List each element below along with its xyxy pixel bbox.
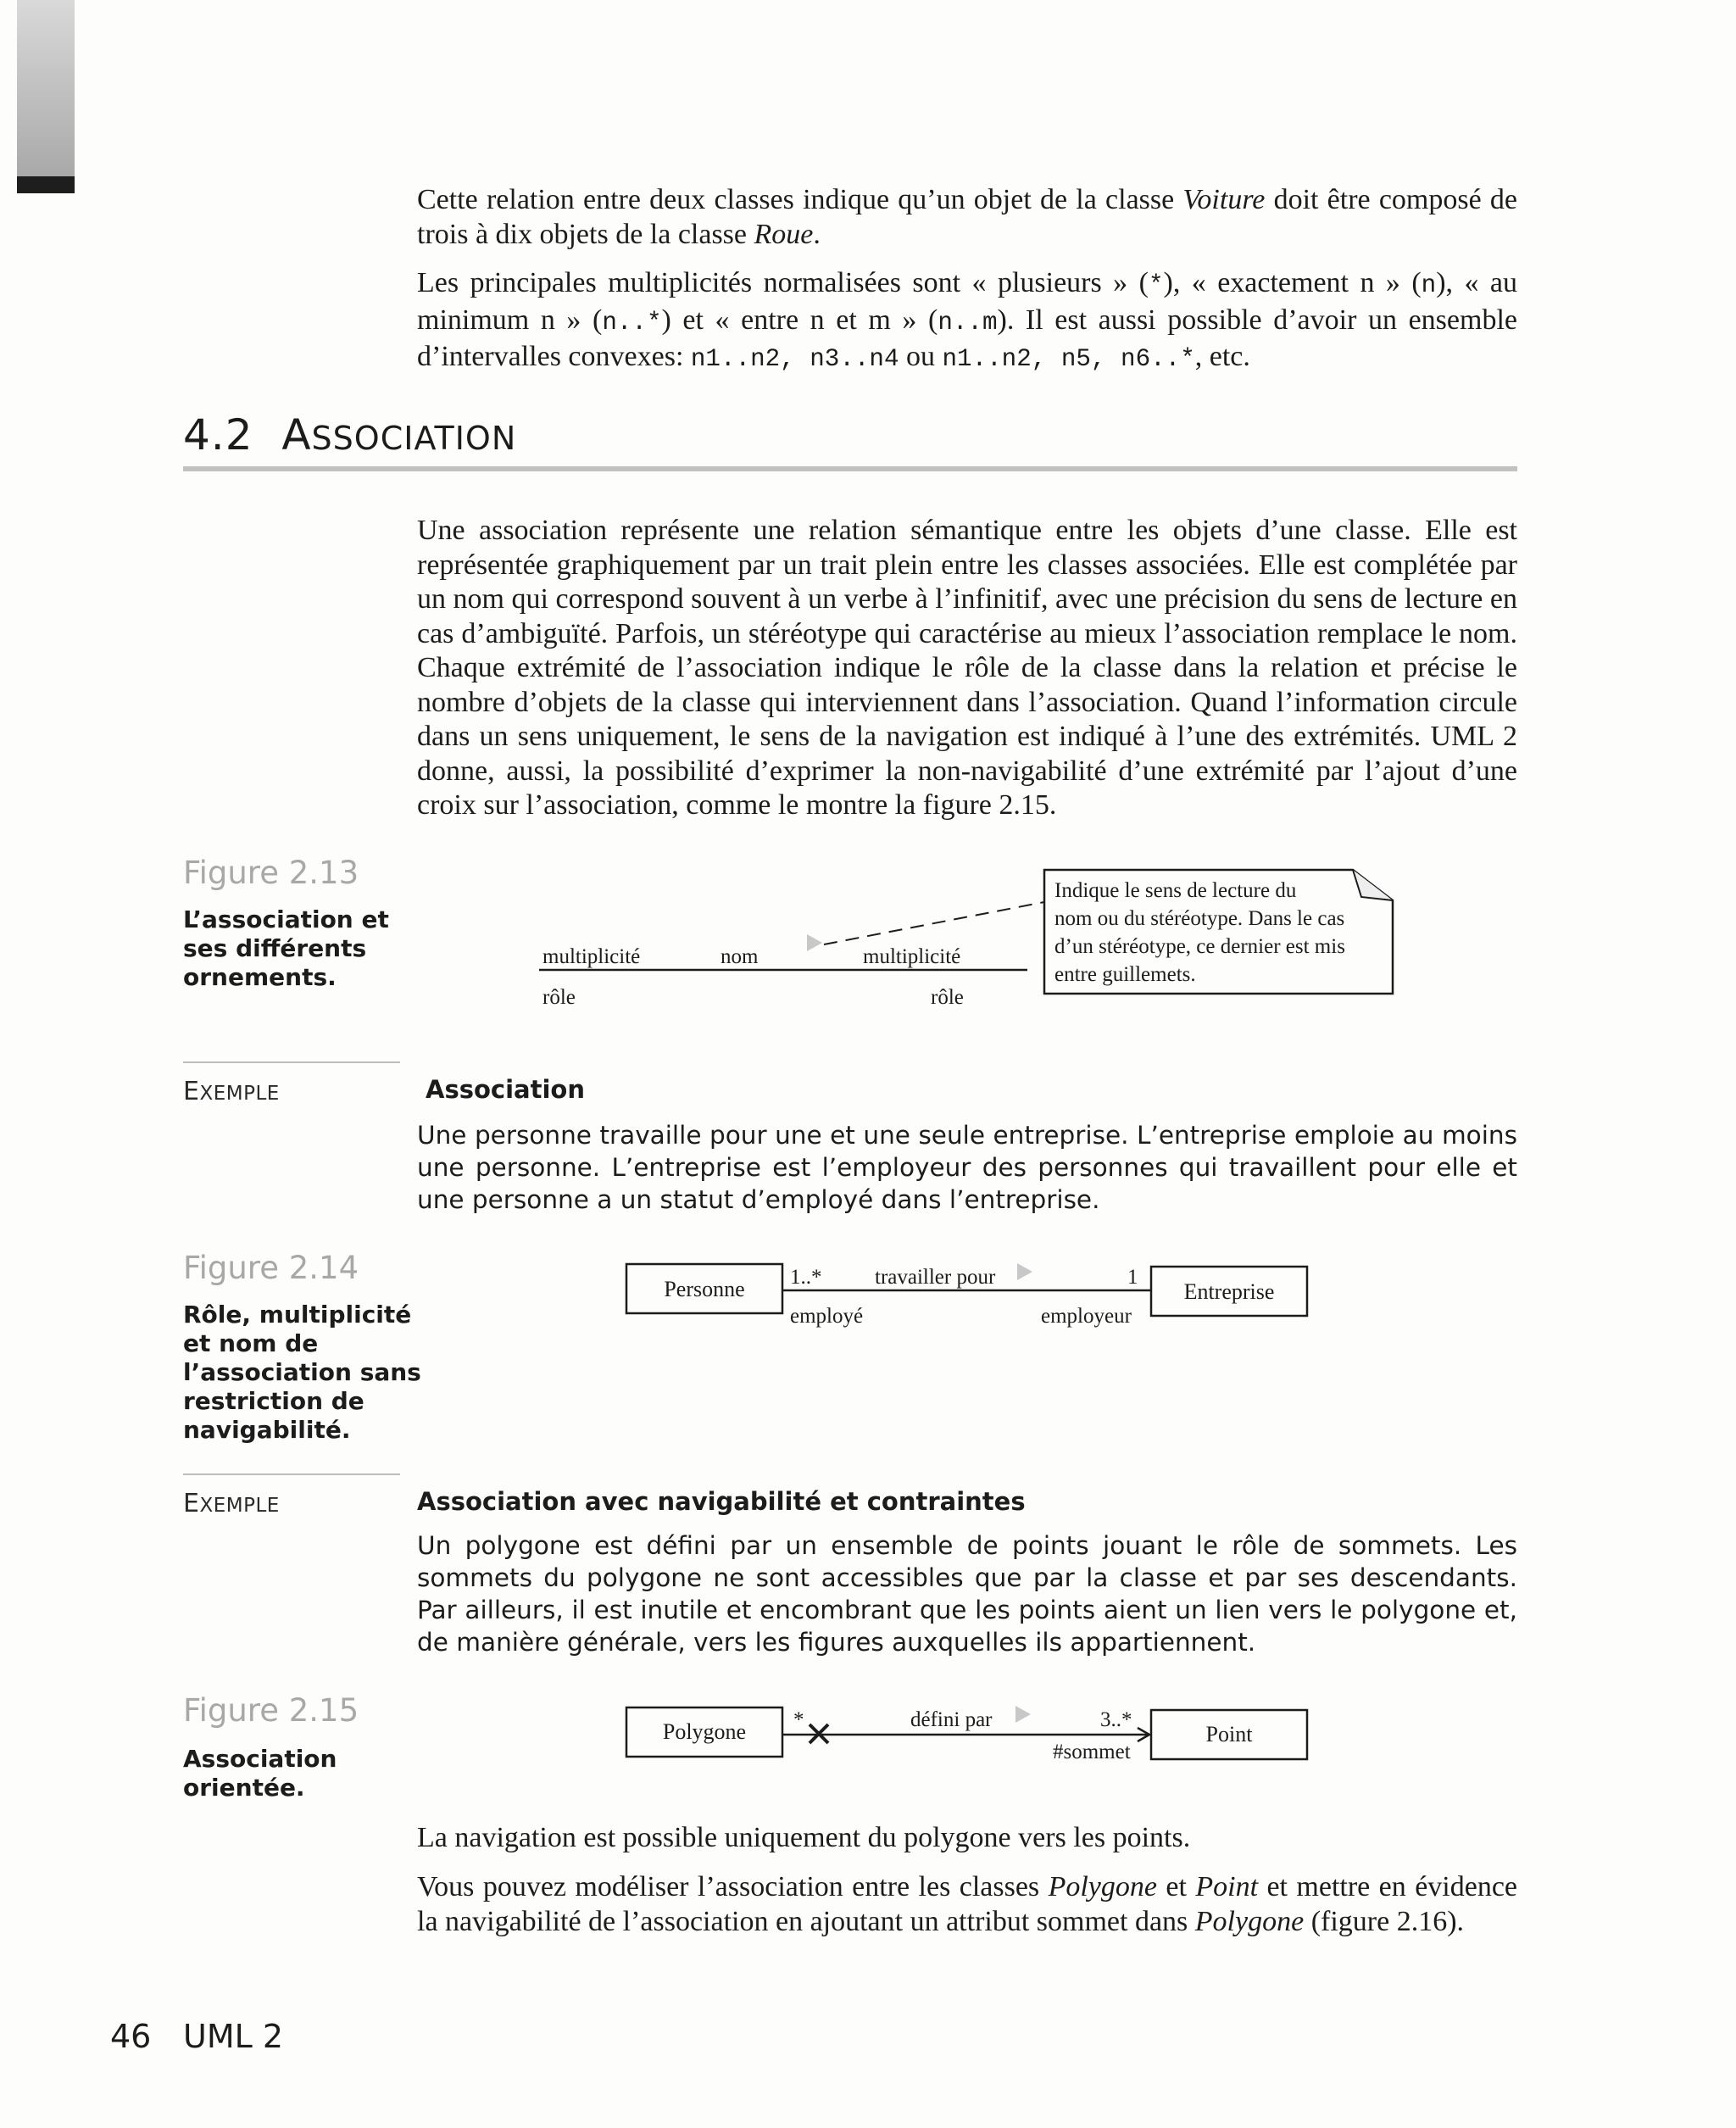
multiplicity-right: 3..* — [1100, 1708, 1132, 1731]
note-line: entre guillemets. — [1054, 963, 1196, 986]
example-2-text: Un polygone est défini par un ensemble de points jouant le rôle de sommets. Les sommets du polygone ne sont accessibles que par la classe et par ses descendants. Par ailleurs, il est inutile et encombrant que les points aient un lien vers le polygone et, de manière générale, vers les figures auxquelles ils appartiennent. — [417, 1531, 1517, 1657]
class-name-personne: Personne — [664, 1277, 745, 1301]
figure-2-13-diagram — [509, 856, 1407, 1026]
example-label-rest: XEMPLE — [199, 1495, 280, 1517]
figure-2-15-label: Figure 2.15 — [183, 1692, 359, 1729]
example-1-label — [183, 1077, 280, 1106]
reading-direction-arrow-icon — [1015, 1706, 1031, 1723]
association-name: défini par — [910, 1708, 993, 1731]
paragraph-multiplicities — [417, 266, 1517, 377]
multiplicity-left: * — [793, 1708, 804, 1731]
role-left: employé — [790, 1305, 864, 1328]
class-name-entreprise: Entreprise — [1183, 1279, 1275, 1304]
class-name-polygone: Polygone — [662, 1719, 747, 1744]
text-run: Cette relation entre deux classes indique qu’un objet de la classe — [417, 184, 1183, 215]
example-label-initial: E — [183, 1077, 200, 1106]
running-footer-title: UML 2 — [183, 2018, 284, 2055]
figure-2-13-label: Figure 2.13 — [183, 855, 359, 891]
text-run: et mettre en évidence la navigabilité de l’association en ajoutant un attribut sommet dans — [417, 1871, 1518, 1937]
reading-direction-arrow-icon — [807, 934, 822, 951]
page-number: 46 — [110, 2018, 152, 2055]
text-run: ), « exactement n » ( — [1163, 267, 1422, 298]
code-run: n — [1421, 271, 1437, 299]
figure-2-14-label: Figure 2.14 — [183, 1250, 359, 1286]
multiplicity-left: 1..* — [790, 1266, 822, 1289]
paragraph-final — [417, 1870, 1517, 1939]
figure-2-15-diagram — [619, 1696, 1322, 1780]
code-run: n..m — [938, 308, 998, 337]
figure-2-13-caption: L’association et ses différents ornements. — [183, 905, 389, 991]
role-left-label: rôle — [542, 986, 576, 1009]
edge-thumb-tab — [17, 0, 75, 176]
paragraph-navigation: La navigation est possible uniquement du polygone vers les points. — [417, 1822, 1191, 1853]
class-name-polygone: Polygone — [1048, 1871, 1157, 1902]
note-line: nom ou du stéréotype. Dans le cas — [1054, 907, 1345, 930]
role-right-label: rôle — [931, 986, 964, 1009]
example-2-label — [183, 1489, 280, 1518]
class-name-roue: Roue — [754, 218, 814, 250]
paragraph-association: Une association représente une relation sémantique entre les objets d’une classe. Elle est représentée graphiquement par un trait plein entre les classes associées. Elle est complétée par un nom qui correspond souvent à un verbe à l’infinitif, avec une précision du sens de lecture en cas d’ambiguïté. Parfois, un stéréotype qui caractérise au mieux l’association remplace le nom. Chaque extrémité de l’association indique le rôle de la classe dans la relation et précise le nombre d’objets de la classe qui interviennent dans l’association. Quand l’information circule dans un sens uniquement, le sens de la navigation est indiqué à l’une des extrémités. UML 2 donne, aussi, la possibilité d’exprimer la non-navigabilité d’une extrémité par l’ajout d’une croix sur l’association, comme le montre la figure 2.15. — [417, 515, 1517, 821]
text-run: ) et « entre n et m » ( — [661, 304, 938, 336]
figure-2-15-caption: Association orientée. — [183, 1745, 337, 1802]
class-name-point: Point — [1195, 1871, 1259, 1902]
class-name-polygone: Polygone — [1194, 1905, 1305, 1937]
role-right: #sommet — [1053, 1741, 1131, 1763]
code-run: n1..n2, n3..n4 — [690, 345, 899, 373]
text-run: Les principales multiplicités normalisées sont « plusieurs » ( — [417, 267, 1149, 298]
section-number: 4.2 — [183, 410, 253, 460]
example-label-rest: XEMPLE — [199, 1083, 280, 1105]
example-2-title: Association avec navigabilité et contraintes — [417, 1487, 1026, 1516]
association-name-label: nom — [721, 945, 759, 968]
text-run: . — [813, 218, 821, 250]
note-line: Indique le sens de lecture du — [1054, 879, 1297, 902]
note-anchor-dashed-line — [824, 902, 1044, 944]
text-run: ). Il est aussi possible d’avoir un ensemble d’intervalles convexes: — [417, 304, 1517, 372]
class-name-voiture: Voiture — [1182, 184, 1266, 215]
section-title-rest: SSOCIATION — [311, 420, 517, 457]
text-run: ou — [899, 341, 943, 372]
reading-direction-arrow-icon — [1017, 1263, 1032, 1280]
example-1-rule — [183, 1061, 400, 1063]
figure-2-14-diagram — [619, 1255, 1322, 1348]
note-line: d’un stéréotype, ce dernier est mis — [1054, 935, 1345, 958]
text-run: doit être composé de trois à dix objets de la classe — [417, 184, 1517, 250]
role-right: employeur — [1041, 1305, 1132, 1328]
text-run: Vous pouvez modéliser l’association entre les classes — [417, 1871, 1049, 1902]
class-name-point: Point — [1205, 1722, 1253, 1746]
example-1-text: Une personne travaille pour une et une seule entreprise. L’entreprise emploie au moins une personne. L’entreprise est l’employeur des personnes qui travaillent pour elle et une personne a un statut d’employé dans l’entreprise. — [417, 1121, 1517, 1214]
code-run: n1..n2, n5, n6..* — [942, 345, 1195, 373]
code-run: n..* — [602, 308, 662, 337]
multiplicity-right: 1 — [1127, 1266, 1138, 1289]
text-run: et — [1156, 1871, 1196, 1902]
edge-thumb-bar — [17, 176, 75, 193]
section-rule — [183, 466, 1517, 471]
multiplicity-left-label: multiplicité — [542, 945, 641, 968]
code-run: * — [1148, 271, 1164, 299]
paragraph-composition — [417, 183, 1517, 252]
multiplicity-right-label: multiplicité — [863, 945, 961, 968]
example-2-rule — [183, 1473, 400, 1475]
figure-2-14-caption: Rôle, multiplicité et nom de l’association sans restriction de navigabilité. — [183, 1301, 421, 1444]
section-heading — [183, 410, 516, 460]
example-1-title: Association — [426, 1075, 585, 1104]
text-run: , etc. — [1194, 341, 1250, 372]
text-run: (figure 2.16). — [1304, 1905, 1465, 1937]
text-run: ), « au minimum n » ( — [417, 267, 1518, 336]
example-label-initial: E — [183, 1489, 200, 1518]
association-name: travailler pour — [875, 1266, 996, 1289]
section-title-initial: A — [281, 410, 312, 460]
